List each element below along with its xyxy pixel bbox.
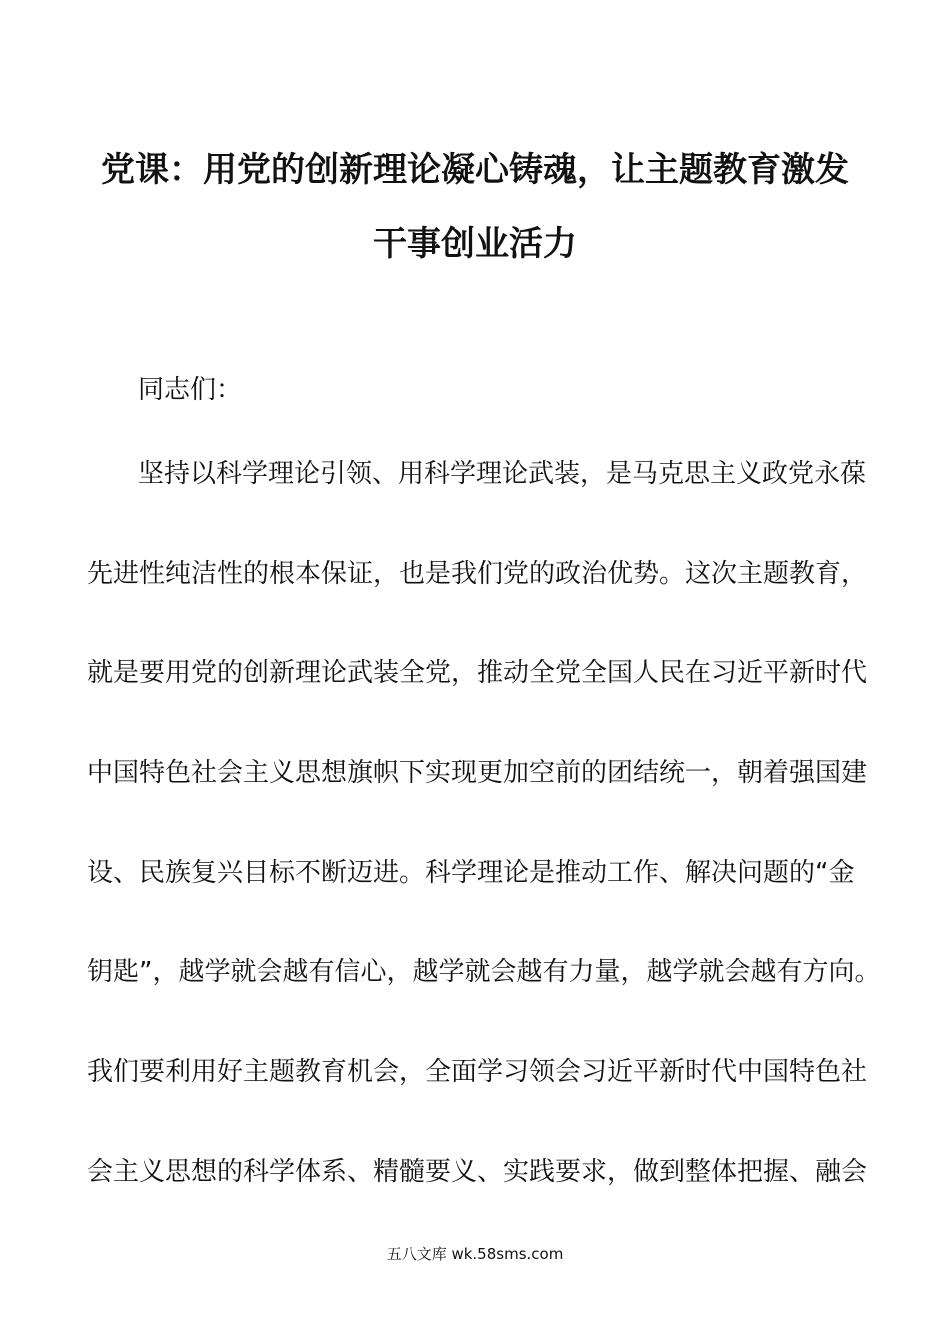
- body-line-8: 会主义思想的科学体系、精髓要义、实践要求，做到整体把握、融会: [87, 1157, 868, 1187]
- body-line-6: 钥匙”，越学就会越有信心，越学就会越有力量，越学就会越有方向。: [87, 957, 881, 987]
- body-line-2: 先进性纯洁性的根本保证，也是我们党的政治优势。这次主题教育，: [87, 559, 868, 589]
- body-line-3: 就是要用党的创新理论武装全党，推动全党全国人民在习近平新时代: [87, 658, 868, 688]
- body-line-7: 我们要利用好主题教育机会，全面学习领会习近平新时代中国特色社: [87, 1057, 868, 1087]
- document-title-line-1: 党课：用党的创新理论凝心铸魂，让主题教育激发: [101, 150, 849, 190]
- body-line-4: 中国特色社会主义思想旗帜下实现更加空前的团结统一，朝着强国建: [87, 758, 868, 788]
- salutation: 同志们：: [138, 375, 243, 405]
- body-line-5: 设、民族复兴目标不断迈进。科学理论是推动工作、解决问题的“金: [87, 858, 855, 888]
- document-title-line-2: 干事创业活力: [373, 224, 577, 264]
- body-line-1: 坚持以科学理论引领、用科学理论武装，是马克思主义政党永葆: [138, 459, 867, 489]
- footer-watermark: 五八文库 wk.58sms.com: [386, 1245, 564, 1263]
